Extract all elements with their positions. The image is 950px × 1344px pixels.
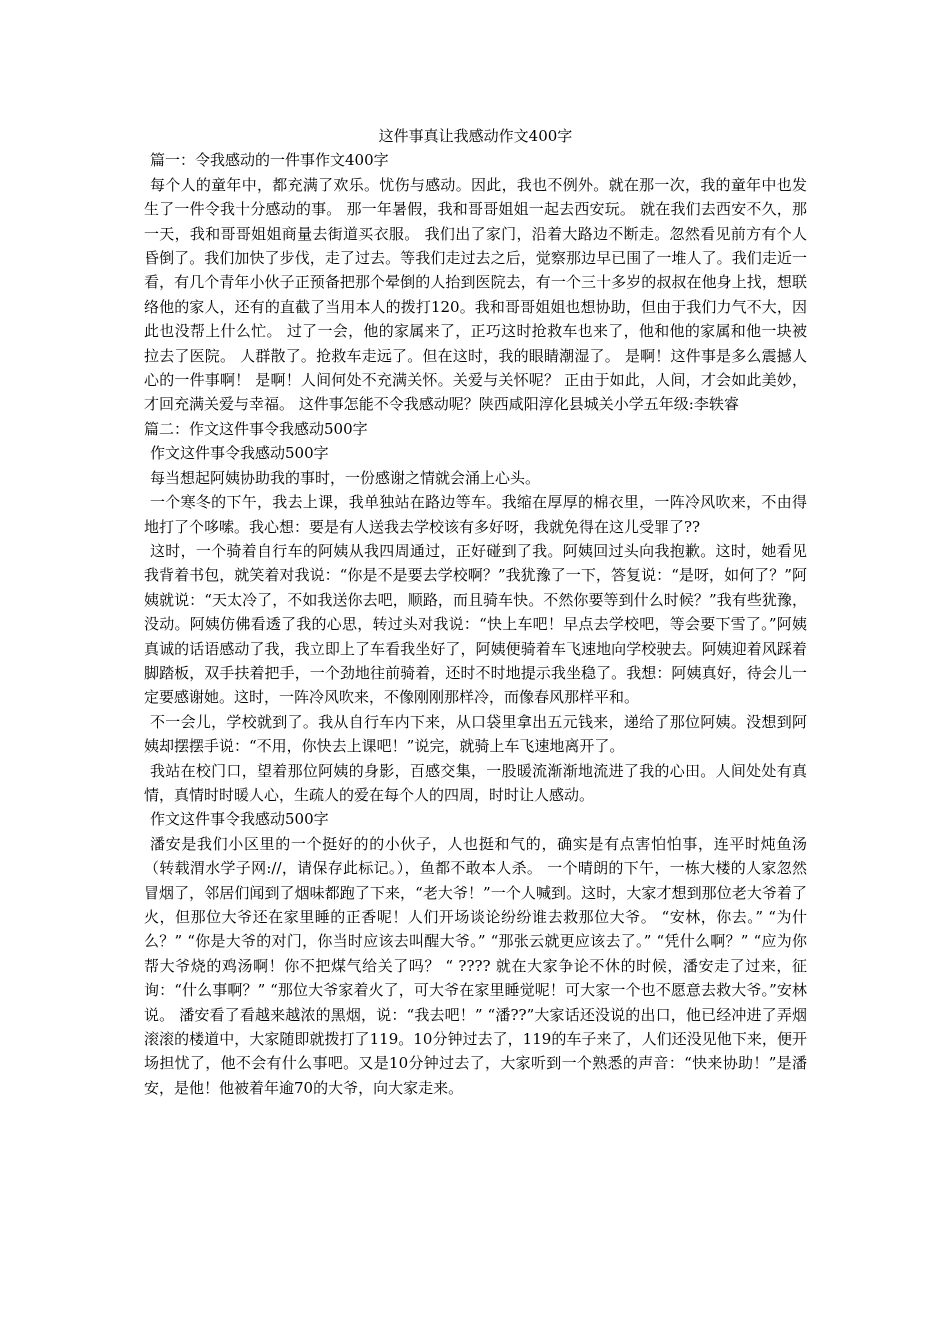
document-title: 这件事真让我感动作文400字 bbox=[378, 127, 573, 145]
paragraph: 每当想起阿姨协助我的事时，一份感谢之情就会涌上心头。 bbox=[150, 468, 541, 487]
subheading: 作文这件事令我感动500字 bbox=[150, 810, 329, 829]
section-heading-2: 篇二：作文这件事令我感动500字 bbox=[144, 419, 368, 438]
paragraph: 不一会儿，学校就到了。我从自行车内下来，从口袋里拿出五元钱来，递给了那位阿姨。没想到阿姨却摆摆手说：“不用，你快去上课吧！”说完，就骑上车飞速地离开了。 bbox=[144, 712, 807, 756]
paragraph: 每个人的童年中，都充满了欢乐。忧伤与感动。因此，我也不例外。就在那一次，我的童年中也发生了一件令我十分感动的事。 那一年暑假，我和哥哥姐姐一起去西安玩。 就在我们去西安不久，那一天，我和哥哥姐姐商量去街道买衣服。 我们出了家门，沿着大路边不断走。忽然看见前方有个人昏倒了。我们加快了步伐，走了过去。等我们走过去之后，觉察那边早已围了一堆人了。我们走近一看，有几个青年小伙子正预备把那个晕倒的人抬到医院去，有一个三十多岁的叔叔在他身上找，想联络他的家人，还有的直截了当用本人的拨打120。我和哥哥姐姐也想协助，但由于我们力气不大，因此也没帮上什么忙。 过了一会，他的家属来了，正巧这时抢救车也来了，他和他的家属和他一块被拉去了医院。 人群散了。抢救车走远了。但在这时，我的眼睛潮湿了。 是啊！这件事是多么震撼人心的一件事啊！ 是啊！人间何处不充满关怀。关爱与关怀呢？ 正由于如此，人间，才会如此美妙，才回充满关爱与幸福。 这件事怎能不令我感动呢？陕西咸阳淳化县城关小学五年级:李轶睿 bbox=[144, 175, 807, 414]
paragraph: 我站在校门口，望着那位阿姨的身影，百感交集，一股暖流渐渐地流进了我的心田。人间处处有真情，真情时时暖人心，生疏人的爱在每个人的四周，时时让人感动。 bbox=[144, 761, 807, 804]
document-body bbox=[144, 124, 807, 1100]
section-heading-1: 篇一：令我感动的一件事作文400字 bbox=[150, 151, 389, 170]
paragraph: 潘安是我们小区里的一个挺好的的小伙子，人也挺和气的，确实是有点害怕怕事，连平时炖鱼汤（转载渭水学子网://，请保存此标记。），鱼都不敢本人杀。 一个晴朗的下午，一栋大楼的人家忽然冒烟了，邻居们闻到了烟味都跑了下来，“老大爷！”一个人喊到。这时，大家才想到那位老大爷着了火，但那位大爷还在家里睡的正香呢！人们开场谈论纷纷谁去救那位大爷。 “安林，你去。” “为什么？” “你是大爷的对门，你当时应该去叫醒大爷。” “那张云就更应该去了。” “凭什么啊？” “应为你帮大爷烧的鸡汤啊！你不把煤气给关了吗？ “ ???? 就在大家争论不休的时候，潘安走了过来，征询：“什么事啊？” “那位大爷家着火了，可大爷在家里睡觉呢！可大家一个也不愿意去救大爷。”安林说。 潘安看了看越来越浓的黑烟，说：“我去吧！” “潘??”大家话还没说的出口，他已经冲进了弄烟滚滚的楼道中，大家随即就拨打了119。10分钟过去了，119的车子来了，人们还没见他下来，便开场担忧了，他不会有什么事吧。又是10分钟过去了，大家听到一个熟悉的声音：“快来协助！”是潘安，是他！他被着年逾70的大爷，向大家走来。 bbox=[144, 834, 807, 1097]
subheading: 作文这件事令我感动500字 bbox=[150, 444, 329, 463]
paragraph: 一个寒冬的下午，我去上课，我单独站在路边等车。我缩在厚厚的棉衣里，一阵冷风吹来，不由得地打了个哆嗦。我心想：要是有人送我去学校该有多好呀，我就免得在这儿受罪了?? bbox=[144, 493, 807, 536]
paragraph: 这时，一个骑着自行车的阿姨从我四周通过，正好碰到了我。阿姨回过头向我抱歉。这时，她看见我背着书包，就笑着对我说：“你是不是要去学校啊？”我犹豫了一下，答复说：“是呀，如何了？”阿姨就说：“天太冷了，不如我送你去吧，顺路，而且骑车快。不然你要等到什么时候？”我有些犹豫，没动。阿姨仿佛看透了我的心思，转过头对我说：“快上车吧！早点去学校吧，等会要下雪了。”阿姨真诚的话语感动了我，我立即上了车看我坐好了，阿姨便骑着车飞速地向学校驶去。阿姨迎着风踩着脚踏板，双手扶着把手，一个劲地往前骑着，还时不时地提示我坐稳了。我想：阿姨真好，待会儿一定要感谢她。这时，一阵冷风吹来，不像刚刚那样冷，而像春风那样平和。 bbox=[144, 541, 807, 707]
